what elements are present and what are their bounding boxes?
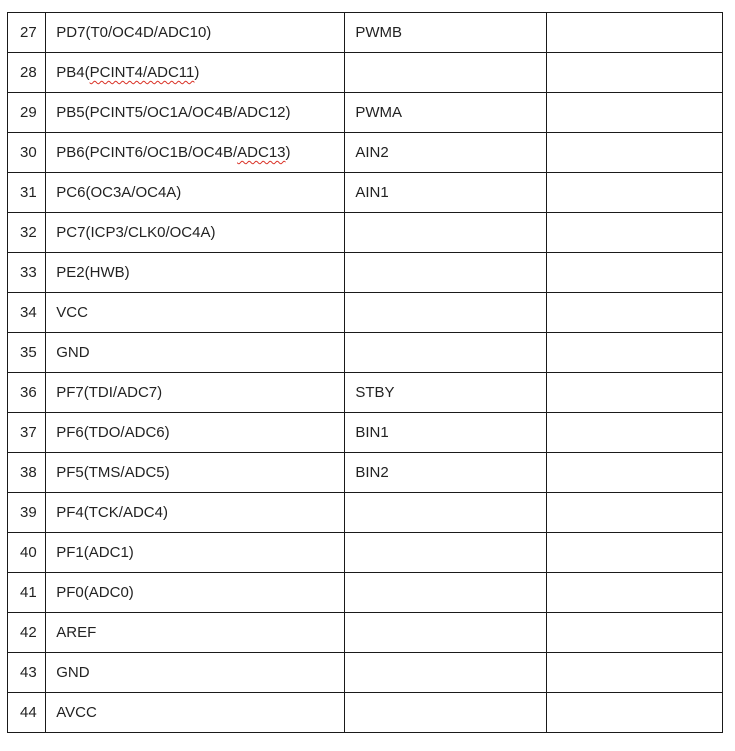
pin-number-cell[interactable]: 32 xyxy=(8,213,46,253)
pin-number-cell[interactable]: 43 xyxy=(8,653,46,693)
table-row xyxy=(8,453,723,493)
table-row xyxy=(8,653,723,693)
table-row xyxy=(8,573,723,613)
pin-number-cell[interactable]: 38 xyxy=(8,453,46,493)
pin-number-cell[interactable]: 34 xyxy=(8,293,46,333)
note-cell[interactable] xyxy=(546,133,722,173)
pin-name-cell[interactable]: PE2(HWB) xyxy=(46,253,345,293)
note-cell[interactable] xyxy=(546,53,722,93)
note-cell[interactable] xyxy=(546,493,722,533)
function-cell[interactable] xyxy=(345,653,546,693)
pin-name-cell[interactable] xyxy=(46,53,345,93)
pin-number-cell[interactable]: 28 xyxy=(8,53,46,93)
table-row xyxy=(8,53,723,93)
table-row xyxy=(8,533,723,573)
function-cell[interactable] xyxy=(345,333,546,373)
pin-mapping-table-body xyxy=(8,13,723,733)
note-cell[interactable] xyxy=(546,613,722,653)
function-cell[interactable]: AIN2 xyxy=(345,133,546,173)
function-cell[interactable]: STBY xyxy=(345,373,546,413)
note-cell[interactable] xyxy=(546,693,722,733)
pin-name-prefix: PB4( xyxy=(56,64,90,81)
note-cell[interactable] xyxy=(546,533,722,573)
pin-number-cell[interactable]: 29 xyxy=(8,93,46,133)
function-cell[interactable] xyxy=(345,253,546,293)
pin-name-prefix: PB6(PCINT6/OC1B/OC4B/ xyxy=(56,144,238,161)
pin-name-cell[interactable]: GND xyxy=(46,333,345,373)
function-cell[interactable] xyxy=(345,293,546,333)
table-row xyxy=(8,293,723,333)
function-cell[interactable]: AIN1 xyxy=(345,173,546,213)
function-cell[interactable] xyxy=(345,573,546,613)
table-row xyxy=(8,213,723,253)
table-row xyxy=(8,413,723,453)
table-row xyxy=(8,133,723,173)
table-row xyxy=(8,693,723,733)
pin-number-cell[interactable]: 37 xyxy=(8,413,46,453)
table-row xyxy=(8,253,723,293)
pin-mapping-table xyxy=(7,12,723,733)
function-cell[interactable]: BIN1 xyxy=(345,413,546,453)
pin-number-cell[interactable]: 40 xyxy=(8,533,46,573)
pin-name-cell[interactable]: PC6(OC3A/OC4A) xyxy=(46,173,345,213)
pin-number-cell[interactable]: 33 xyxy=(8,253,46,293)
pin-name-cell[interactable]: AVCC xyxy=(46,693,345,733)
function-cell[interactable] xyxy=(345,53,546,93)
note-cell[interactable] xyxy=(546,293,722,333)
function-cell[interactable]: PWMB xyxy=(345,13,546,53)
table-row xyxy=(8,93,723,133)
pin-name-cell[interactable]: PF4(TCK/ADC4) xyxy=(46,493,345,533)
pin-number-cell[interactable]: 30 xyxy=(8,133,46,173)
note-cell[interactable] xyxy=(546,373,722,413)
table-row xyxy=(8,173,723,213)
table-row xyxy=(8,613,723,653)
spellcheck-flagged-text[interactable]: ADC13 xyxy=(237,144,286,161)
pin-name-cell[interactable]: PB5(PCINT5/OC1A/OC4B/ADC12) xyxy=(46,93,345,133)
note-cell[interactable] xyxy=(546,653,722,693)
pin-number-cell[interactable]: 41 xyxy=(8,573,46,613)
spellcheck-flagged-text[interactable]: PCINT4/ADC11 xyxy=(89,64,195,81)
note-cell[interactable] xyxy=(546,253,722,293)
note-cell[interactable] xyxy=(546,13,722,53)
pin-name-cell[interactable]: PF0(ADC0) xyxy=(46,573,345,613)
function-cell[interactable] xyxy=(345,693,546,733)
pin-number-cell[interactable]: 36 xyxy=(8,373,46,413)
pin-name-cell[interactable]: PF5(TMS/ADC5) xyxy=(46,453,345,493)
note-cell[interactable] xyxy=(546,93,722,133)
function-cell[interactable] xyxy=(345,213,546,253)
table-row xyxy=(8,373,723,413)
pin-name-suffix: ) xyxy=(194,64,200,81)
function-cell[interactable]: PWMA xyxy=(345,93,546,133)
pin-name-cell[interactable]: PC7(ICP3/CLK0/OC4A) xyxy=(46,213,345,253)
pin-number-cell[interactable]: 42 xyxy=(8,613,46,653)
pin-number-cell[interactable]: 35 xyxy=(8,333,46,373)
function-cell[interactable] xyxy=(345,493,546,533)
table-row xyxy=(8,13,723,53)
pin-name-cell[interactable]: PF6(TDO/ADC6) xyxy=(46,413,345,453)
pin-number-cell[interactable]: 39 xyxy=(8,493,46,533)
pin-name-suffix: ) xyxy=(285,144,291,161)
note-cell[interactable] xyxy=(546,453,722,493)
pin-name-cell[interactable]: AREF xyxy=(46,613,345,653)
pin-name-cell[interactable]: PF7(TDI/ADC7) xyxy=(46,373,345,413)
table-row xyxy=(8,493,723,533)
note-cell[interactable] xyxy=(546,573,722,613)
pin-name-cell[interactable]: PD7(T0/OC4D/ADC10) xyxy=(46,13,345,53)
function-cell[interactable] xyxy=(345,613,546,653)
function-cell[interactable]: BIN2 xyxy=(345,453,546,493)
pin-number-cell[interactable]: 44 xyxy=(8,693,46,733)
pin-name-cell[interactable]: VCC xyxy=(46,293,345,333)
table-row xyxy=(8,333,723,373)
pin-name-cell[interactable]: PF1(ADC1) xyxy=(46,533,345,573)
pin-name-cell[interactable] xyxy=(46,133,345,173)
pin-number-cell[interactable]: 31 xyxy=(8,173,46,213)
note-cell[interactable] xyxy=(546,333,722,373)
pin-number-cell[interactable]: 27 xyxy=(8,13,46,53)
note-cell[interactable] xyxy=(546,213,722,253)
note-cell[interactable] xyxy=(546,173,722,213)
function-cell[interactable] xyxy=(345,533,546,573)
note-cell[interactable] xyxy=(546,413,722,453)
pin-name-cell[interactable]: GND xyxy=(46,653,345,693)
